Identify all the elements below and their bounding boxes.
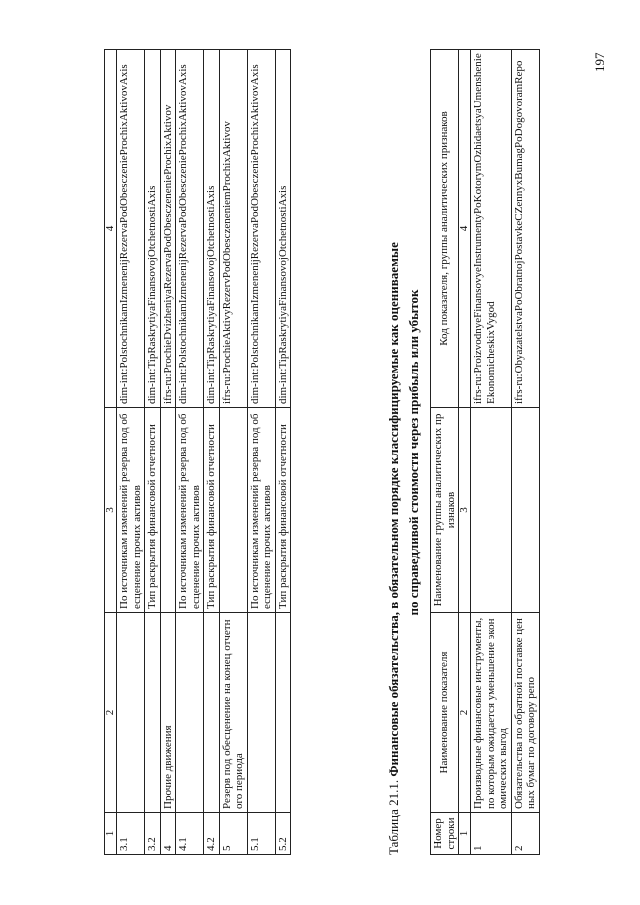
row-number: 4.1 [176,813,204,855]
table-row [204,50,220,855]
caption-line-2: по справедливой стоимости через прибыль или убыток [406,289,421,616]
indicator-code: dim-int:TipRaskrytiyaFinansovojOtchetnostiAxis [145,50,161,408]
group-name: По источникам изменений резерва под обесценение прочих активов [176,408,204,613]
indicator-name [145,613,161,813]
row-number: 4.2 [204,813,220,855]
table-row [145,50,161,855]
col-index-2: 2 [105,613,117,813]
col-index-3: 3 [105,408,117,613]
header-row-number: Номер строки [431,813,459,855]
group-name: Тип раскрытия финансовой отчетности [145,408,161,613]
group-name [160,408,176,613]
group-name: Тип раскрытия финансовой отчетности [204,408,220,613]
table-caption [384,50,424,855]
indicator-code: dim-int:PolstochnikamIzmenenijRezervaPodObesczenieProchixAktivovAxis [117,50,145,408]
group-name: По источникам изменений резерва под обесценение прочих активов [247,408,275,613]
row-number: 4 [160,813,176,855]
row-number: 2 [511,813,539,855]
indicator-code: ifrs-ru:ProchieAktivyRezervPodObesczeneniemProchixAktivov [219,50,247,408]
indicator-code: ifrs-ru:ProchieDvizheniyaRezervaPodObesczenenieProchixAktivov [160,50,176,408]
indicator-name: Обязательства по обратной поставке ценных бумаг по договору репо [511,613,539,813]
col-index-2: 2 [459,613,471,813]
indicator-code: dim-int:TipRaskrytiyaFinansovojOtchetnostiAxis [275,50,291,408]
indicator-code: dim-int:PolstochnikamIzmenenijRezervaPodObesczenieProchixAktivovAxis [247,50,275,408]
table-row [117,50,145,855]
table-row [247,50,275,855]
group-name [511,408,539,613]
table-continuation [104,49,291,855]
indicator-code: ifrs-ru:ProizvodnyeFinansovyeInstrumentyPoKotorymOzhidaetsyaUmensheniеEkonomicheskixVygod [471,50,512,408]
group-name [471,408,512,613]
indicator-name [204,613,220,813]
table-21-1 [430,49,540,855]
table-row [176,50,204,855]
row-number: 5.1 [247,813,275,855]
column-index-row [459,50,471,855]
indicator-code: ifrs-ru:ObyazatelstvaPoObratnojPostavkeCZennyxBumagPoDogovoramRepo [511,50,539,408]
row-number: 5.2 [275,813,291,855]
caption-line-1: Финансовые обязательства, в обязательном порядке классифицируемые как оцениваемые [386,242,401,777]
row-number: 3.2 [145,813,161,855]
header-indicator-code: Код показателя, группы аналитических признаков [431,50,459,408]
indicator-code: dim-int:PolstochnikamIzmenenijRezervaPodObesczenieProchixAktivovAxis [176,50,204,408]
column-index-row [105,50,117,855]
table-label: Таблица 21.1. [386,779,401,855]
group-name: По источникам изменений резерва под обесценение прочих активов [117,408,145,613]
col-index-4: 4 [105,50,117,408]
header-row [431,50,459,855]
indicator-name: Прочие движения [160,613,176,813]
indicator-name [247,613,275,813]
indicator-name [275,613,291,813]
row-number: 1 [471,813,512,855]
indicator-name [117,613,145,813]
indicator-name: Производные финансовые инструменты, по которым ожидается уменьшение экономических выгод [471,613,512,813]
group-name [219,408,247,613]
table-row [511,50,539,855]
header-indicator-name: Наименование показателя [431,613,459,813]
row-number: 5 [219,813,247,855]
group-name: Тип раскрытия финансовой отчетности [275,408,291,613]
row-number: 3.1 [117,813,145,855]
header-group-name: Наименование группы аналитических признаков [431,408,459,613]
page-number: 197 [592,52,607,72]
col-index-1: 1 [105,813,117,855]
table-row [275,50,291,855]
table-row [160,50,176,855]
col-index-4: 4 [459,50,471,408]
indicator-name: Резерв под обесценение на конец отчетного периода [219,613,247,813]
indicator-name [176,613,204,813]
col-index-3: 3 [459,408,471,613]
indicator-code: dim-int:TipRaskrytiyaFinansovojOtchetnostiAxis [204,50,220,408]
table-row [471,50,512,855]
col-index-1: 1 [459,813,471,855]
table-row [219,50,247,855]
